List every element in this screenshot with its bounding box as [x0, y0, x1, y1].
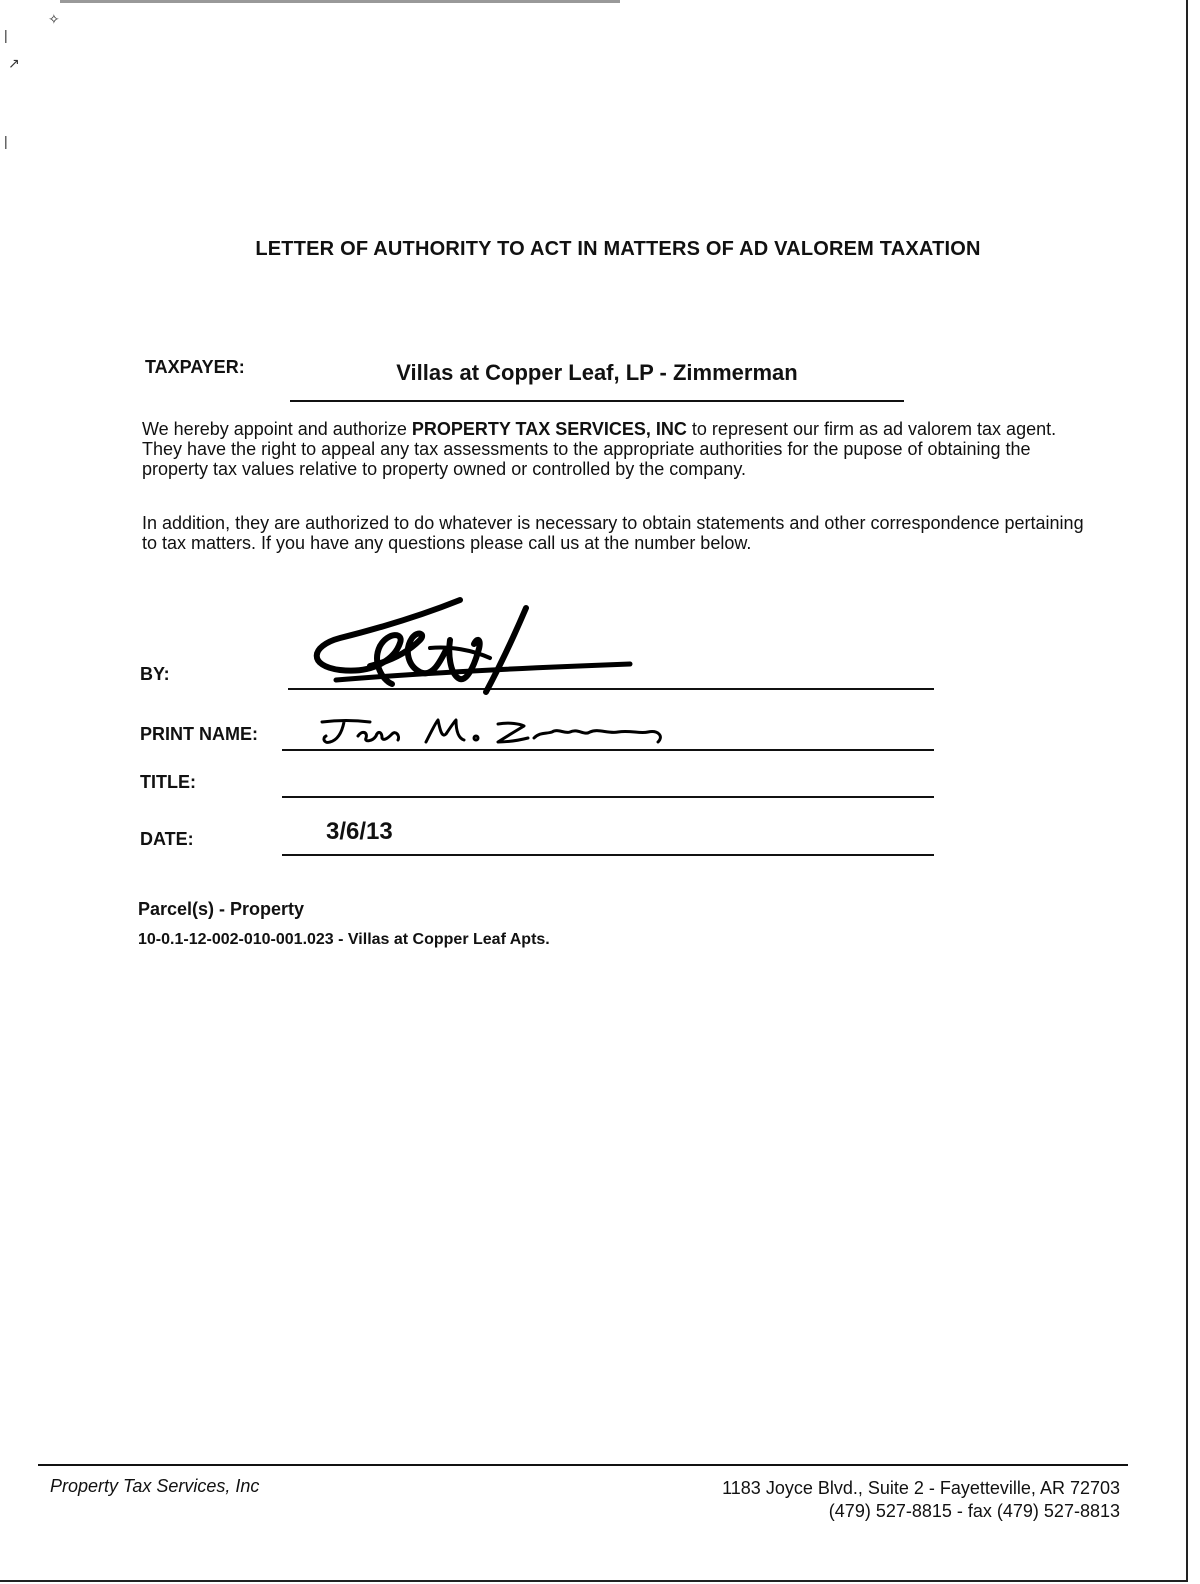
footer-address: 1183 Joyce Blvd., Suite 2 - Fayetteville, AR 72703 — [722, 1478, 1120, 1498]
taxpayer-value: Villas at Copper Leaf, LP - Zimmerman — [396, 360, 798, 385]
taxpayer-label: TAXPAYER: — [145, 357, 245, 377]
scan-speck-3: ↗ — [8, 55, 20, 71]
title-field-label: TITLE: — [140, 772, 196, 792]
date-underline — [282, 854, 934, 856]
authorization-text-start: We hereby appoint and authorize — [142, 419, 412, 439]
scan-speck-1: ✧ — [48, 11, 60, 27]
title-underline — [282, 796, 934, 798]
signature-image — [300, 588, 650, 708]
print-name-label: PRINT NAME: — [140, 724, 258, 744]
date-value: 3/6/13 — [326, 818, 393, 845]
date-label: DATE: — [140, 829, 194, 849]
agent-name: PROPERTY TAX SERVICES, INC — [411, 419, 687, 439]
parcel-item: 10-0.1-12-002-010-001.023 - Villas at Copper Leaf Apts. — [138, 931, 550, 948]
handwritten-print-name — [318, 712, 678, 752]
additional-authority-paragraph: In addition, they are authorized to do whatever is necessary to obtain statements and other correspondence pertaining to tax matters. If you have any questions please call us at the number below. — [142, 513, 1084, 553]
footer-company: Property Tax Services, Inc — [50, 1476, 260, 1496]
parcels-heading: Parcel(s) - Property — [138, 899, 305, 919]
by-label: BY: — [140, 664, 170, 684]
footer-rule — [38, 1464, 1128, 1466]
scan-speck-2: | — [4, 27, 8, 43]
document-title: LETTER OF AUTHORITY TO ACT IN MATTERS OF AD VALOREM TAXATION — [255, 238, 981, 260]
authorization-paragraph — [142, 419, 1090, 479]
footer-phones: (479) 527-8815 - fax (479) 527-8813 — [828, 1501, 1120, 1521]
footer-contact — [722, 1477, 1120, 1523]
taxpayer-underline — [290, 400, 904, 402]
scan-speck-4: | — [4, 133, 8, 149]
scan-top-edge — [60, 0, 620, 3]
authorization-text-end: to represent our firm as ad valorem tax agent. They have the right to appeal any tax assessments to the appropriate authorities for the pupose of obtaining the property tax values relative to property owned or controlled by the company. — [142, 419, 1057, 479]
